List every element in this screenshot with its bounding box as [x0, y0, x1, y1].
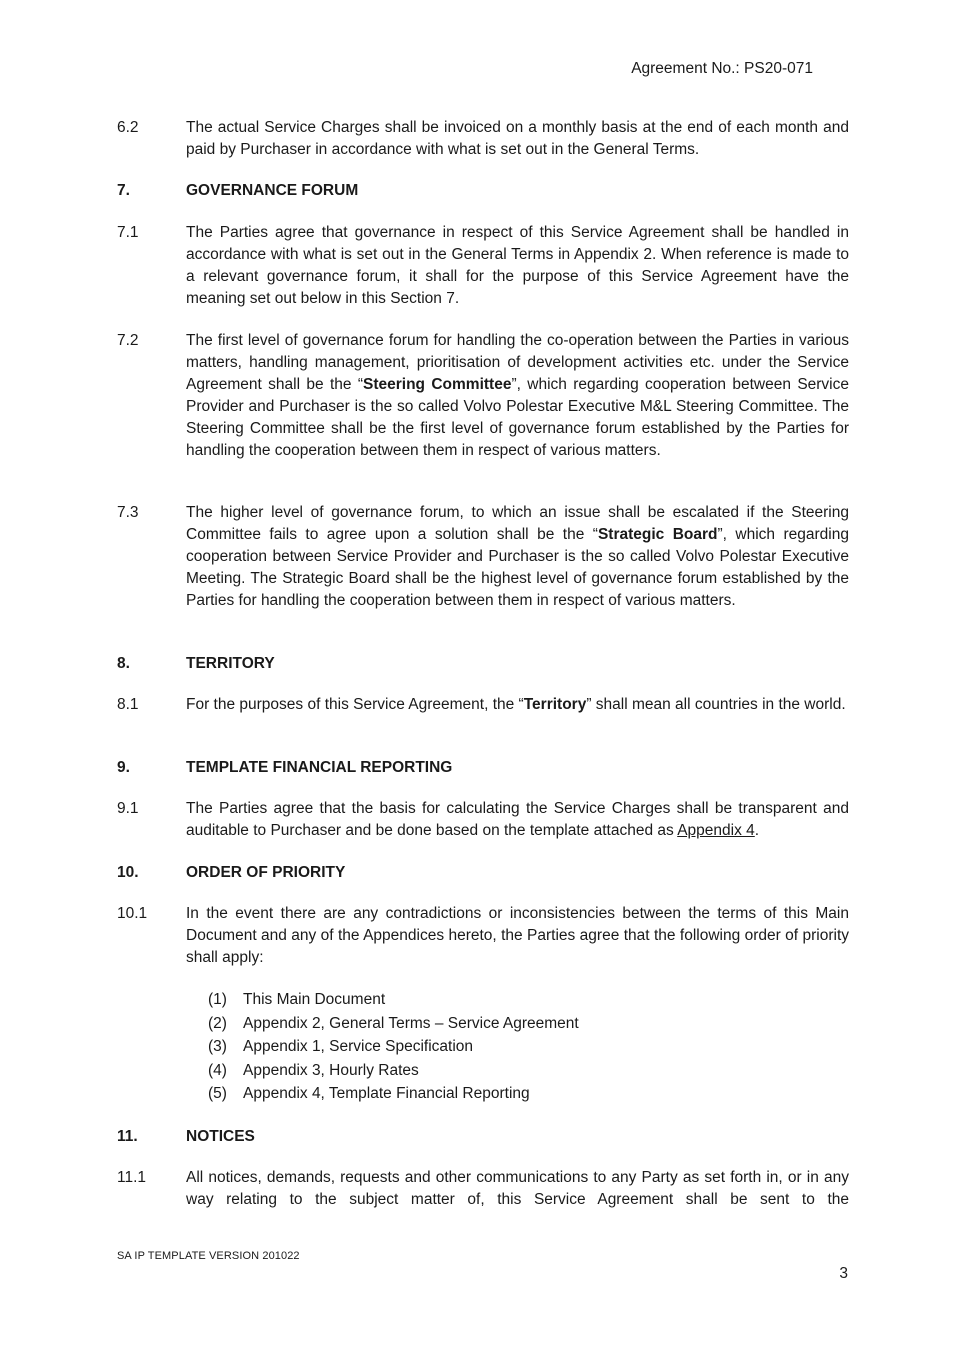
- section-title: GOVERNANCE FORUM: [186, 182, 359, 199]
- section-number: 8.: [117, 655, 130, 672]
- page-number: 3: [839, 1265, 848, 1282]
- priority-list: [208, 988, 579, 1106]
- clause-text: For the purposes of this Service Agreement, the “Territory” shall mean all countries in the world.: [186, 696, 846, 713]
- clause-text: In the event there are any contradictions or inconsistencies between the terms of this Main Document and any of the Appendices hereto, the Parties agree that the following order of priority shall apply:: [186, 905, 849, 966]
- clause-text: The Parties agree that the basis for calculating the Service Charges shall be transparent and auditable to Purchaser and be done based on the template attached as Appendix 4.: [186, 800, 849, 839]
- list-marker: (3): [208, 1038, 227, 1055]
- list-item: [208, 1012, 579, 1036]
- clause-11-1: [117, 1167, 849, 1211]
- clause-text: The higher level of governance forum, to which an issue shall be escalated if the Steering Committee fails to agree upon a solution shall be the “Strategic Board”, which regarding cooperation between Service Provider and Purchaser is the so called Volvo Polestar Executive Meeting. The Strategic Board shall be the highest level of governance forum established by the Parties for handling the cooperation between them in respect of various matters.: [186, 504, 849, 609]
- section-heading-7: [117, 180, 849, 202]
- list-text: Appendix 4, Template Financial Reporting: [243, 1085, 530, 1102]
- list-marker: (2): [208, 1014, 227, 1032]
- list-marker: (1): [208, 991, 227, 1008]
- list-text: Appendix 3, Hourly Rates: [243, 1061, 419, 1079]
- section-number: 9.: [117, 759, 130, 776]
- list-item: [208, 988, 579, 1012]
- list-marker: (5): [208, 1085, 227, 1102]
- clause-number: 9.1: [117, 800, 139, 817]
- list-text: This Main Document: [243, 991, 386, 1008]
- section-heading-10: [117, 862, 849, 884]
- list-marker: (4): [208, 1061, 227, 1079]
- clause-number: 10.1: [117, 905, 148, 922]
- list-text: Appendix 2, General Terms – Service Agreement: [243, 1014, 579, 1032]
- clause-text: The first level of governance forum for handling the co-operation between the Parties in various matters, handling management, prioritisation of development activities etc. under the Service Agreement shall be the “Steering Committee”, which regarding cooperation between Service Provider and Purchaser is the so called Volvo Polestar Executive M&L Steering Committee. The Steering Committee shall be the first level of governance forum established by the Parties for handling the cooperation between them in respect of various matters.: [186, 332, 850, 459]
- defined-term: Steering Committee: [363, 376, 512, 393]
- clause-7-2: [117, 330, 849, 462]
- clause-number: 8.1: [117, 696, 139, 713]
- section-number: 10.: [117, 864, 139, 881]
- clause-9-1: [117, 798, 849, 842]
- list-item: [208, 1035, 579, 1059]
- clause-6-2: [117, 117, 849, 161]
- section-number: 7.: [117, 182, 130, 199]
- agreement-number: Agreement No.: PS20-071: [631, 60, 813, 77]
- clause-7-3: [117, 502, 849, 612]
- list-text: Appendix 1, Service Specification: [243, 1038, 474, 1055]
- template-version: SA IP TEMPLATE VERSION 201022: [117, 1250, 300, 1262]
- appendix-4-link[interactable]: Appendix 4: [677, 822, 755, 839]
- section-title: TERRITORY: [186, 655, 275, 672]
- clause-10-1: [117, 903, 849, 969]
- clause-text: All notices, demands, requests and other communications to any Party as set forth in, or in any way relating to the subject matter of, this Service Agreement shall be sent to the: [186, 1169, 849, 1208]
- section-heading-11: [117, 1126, 849, 1148]
- section-title: TEMPLATE FINANCIAL REPORTING: [186, 759, 453, 776]
- section-heading-9: [117, 757, 849, 779]
- section-title: ORDER OF PRIORITY: [186, 864, 346, 881]
- clause-text: The actual Service Charges shall be invoiced on a monthly basis at the end of each month and paid by Purchaser in accordance with what is set out in the General Terms.: [186, 119, 849, 158]
- list-item: [208, 1082, 579, 1106]
- clause-number: 7.2: [117, 332, 139, 349]
- clause-7-1: [117, 222, 849, 310]
- section-heading-8: [117, 653, 849, 675]
- section-title: NOTICES: [186, 1128, 255, 1145]
- clause-number: 6.2: [117, 119, 139, 136]
- list-item: [208, 1059, 579, 1083]
- defined-term: Territory: [523, 696, 587, 713]
- clause-8-1: [117, 694, 849, 716]
- clause-number: 7.3: [117, 504, 139, 521]
- clause-number: 11.1: [117, 1169, 147, 1186]
- clause-text: The Parties agree that governance in respect of this Service Agreement shall be handled in accordance with what is set out in the General Terms in Appendix 2. When reference is made to a relevant governance forum, it shall for the purpose of this Service Agreement have the meaning set out below in this Section 7.: [186, 224, 849, 307]
- section-number: 11.: [117, 1128, 138, 1145]
- clause-number: 7.1: [117, 224, 139, 241]
- defined-term: Strategic Board: [597, 526, 718, 543]
